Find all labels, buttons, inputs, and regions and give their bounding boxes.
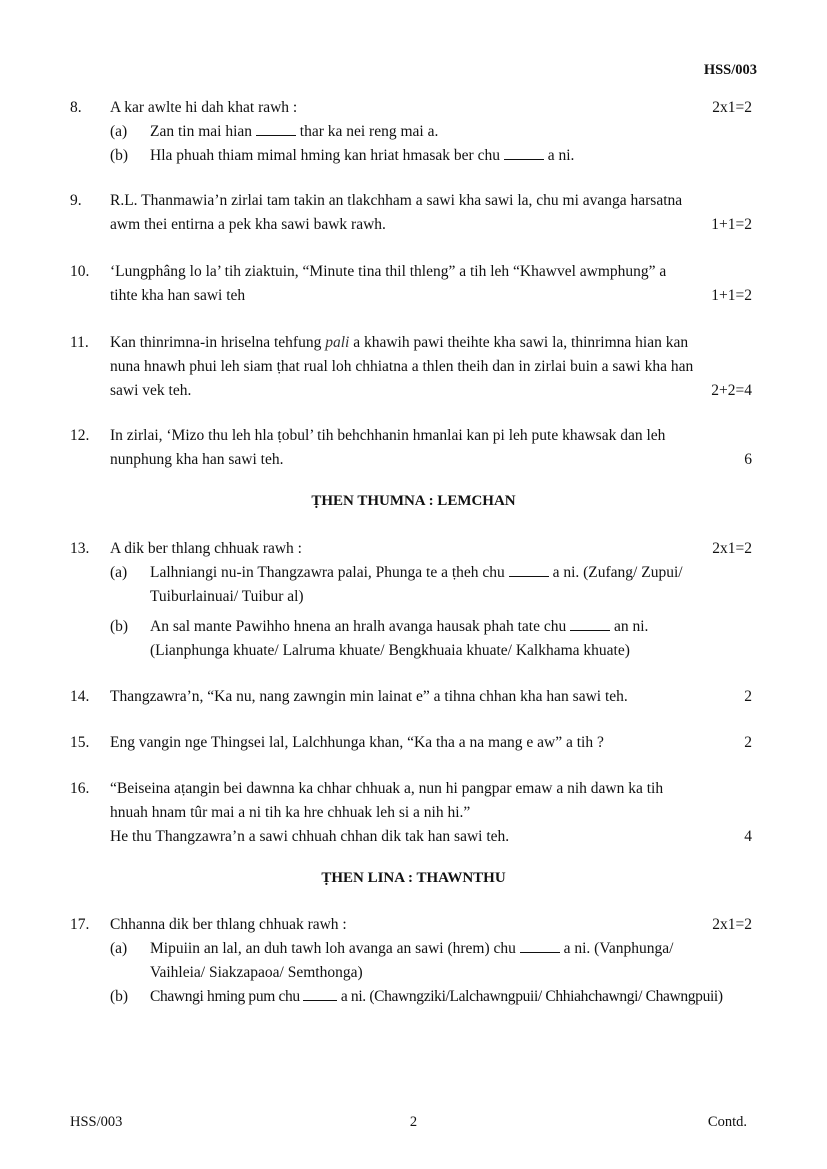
sub-question-text: Mipuiin an lal, an duh tawh loh avanga an sawi (hrem) chu a ni. (Vanphunga/ — [150, 940, 674, 957]
sub-question-text: Tuiburlainuai/ Tuibur al) — [150, 588, 304, 605]
sub-question-text: (Lianphunga khuate/ Lalruma khuate/ Bengkhuaia khuate/ Kalkhama khuate) — [150, 642, 630, 659]
question-text: nuna hnawh phui leh siam ṭhat rual loh chhiatna a thlen theih dan in zirlai buin a sawi kha han — [110, 358, 694, 375]
question-12 — [70, 424, 752, 472]
question-text: Eng vangin nge Thingsei lal, Lalchhunga khan, “Ka tha a na mang e aw” a tih ? — [110, 734, 604, 751]
answer-blank — [303, 986, 337, 1001]
question-10 — [70, 260, 752, 308]
sub-question-text: Chawngi hming pum chu a ni. (Chawngziki/Lalchawngpuii/ Chhiahchawngi/ Chawngpuii) — [150, 988, 723, 1005]
question-number: 13. — [70, 540, 90, 557]
question-number: 10. — [70, 263, 90, 280]
question-text: Chhanna dik ber thlang chhuak rawh : — [110, 916, 347, 933]
question-marks: 2 — [744, 688, 752, 705]
question-14 — [70, 685, 752, 709]
question-marks: 1+1=2 — [711, 287, 752, 304]
question-text: hnuah hnam tûr mai a ni tih ka hre chhuak leh si a nih hi.” — [110, 804, 471, 821]
answer-blank — [520, 938, 560, 953]
question-marks: 2x1=2 — [712, 916, 752, 933]
question-marks: 4 — [744, 828, 752, 845]
question-8 — [70, 96, 752, 168]
question-16 — [70, 777, 752, 849]
footer-contd: Contd. — [707, 1114, 747, 1130]
question-text: tihte kha han sawi teh — [110, 287, 246, 304]
answer-blank — [256, 121, 296, 136]
question-text: sawi vek teh. — [110, 382, 192, 399]
question-text: R.L. Thanmawia’n zirlai tam takin an tlakchham a sawi kha sawi la, chu mi avanga harsatna — [110, 192, 683, 209]
question-marks: 6 — [744, 451, 752, 468]
question-marks: 2x1=2 — [712, 99, 752, 116]
question-11 — [70, 331, 752, 403]
question-text: nunphung kha han sawi teh. — [110, 451, 284, 468]
question-text: He thu Thangzawra’n a sawi chhuah chhan dik tak han sawi teh. — [110, 828, 510, 845]
question-text: A kar awlte hi dah khat rawh : — [110, 99, 298, 116]
sub-question-text: Zan tin mai hian thar ka nei reng mai a. — [150, 123, 439, 140]
question-text: Thangzawra’n, “Ka nu, nang zawngin min lainat e” a tihna chhan kha han sawi teh. — [110, 688, 628, 705]
sub-label: (a) — [110, 940, 128, 957]
question-text: A dik ber thlang chhuak rawh : — [110, 540, 302, 557]
question-text: awm thei entirna a pek kha sawi bawk rawh. — [110, 216, 386, 233]
section-title: ṬHEN LINA : THAWNTHU — [321, 870, 506, 886]
question-marks: 1+1=2 — [711, 216, 752, 233]
header-code: HSS/003 — [703, 62, 757, 78]
sub-label: (a) — [110, 123, 128, 140]
question-17 — [70, 913, 752, 1009]
sub-question-text: Hla phuah thiam mimal hming kan hriat hmasak ber chu a ni. — [150, 147, 575, 164]
sub-label: (b) — [110, 618, 129, 635]
footer-code: HSS/003 — [70, 1114, 123, 1130]
question-number: 12. — [70, 427, 90, 444]
answer-blank — [509, 562, 549, 577]
question-number: 11. — [70, 334, 89, 351]
question-text: ‘Lungphâng lo la’ tih ziaktuin, “Minute tina thil thleng” a tih leh “Khawvel awmphung” a — [110, 263, 667, 280]
section-title: ṬHEN THUMNA : LEMCHAN — [311, 493, 516, 509]
question-number: 9. — [70, 192, 82, 209]
answer-blank — [570, 616, 610, 631]
question-text: In zirlai, ‘Mizo thu leh hla ṭobul’ tih behchhanin hmanlai kan pi leh pute khawsak dan leh — [110, 427, 666, 444]
question-9 — [70, 189, 752, 237]
question-number: 8. — [70, 99, 82, 116]
sub-label: (b) — [110, 147, 129, 164]
sub-label: (b) — [110, 988, 129, 1005]
question-marks: 2x1=2 — [712, 540, 752, 557]
page-number: 2 — [409, 1114, 418, 1130]
sub-label: (a) — [110, 564, 128, 581]
sub-question-text: Lalhniangi nu-in Thangzawra palai, Phunga te a ṭheh chu a ni. (Zufang/ Zupui/ — [150, 564, 683, 581]
sub-question-text: An sal mante Pawihho hnena an hralh avanga hausak phah tate chu an ni. — [150, 618, 649, 635]
question-number: 16. — [70, 780, 90, 797]
question-marks: 2+2=4 — [711, 382, 752, 399]
question-15 — [70, 731, 752, 755]
question-text: Kan thinrimna-in hriselna tehfung pali a khawih pawi theihte kha sawi la, thinrimna hian kan — [110, 334, 689, 351]
answer-blank — [504, 145, 544, 160]
question-marks: 2 — [744, 734, 752, 751]
question-number: 15. — [70, 734, 90, 751]
sub-question-text: Vaihleia/ Siakzapaoa/ Semthonga) — [150, 964, 363, 981]
question-number: 17. — [70, 916, 90, 933]
question-number: 14. — [70, 688, 90, 705]
question-text: “Beiseina aṭangin bei dawnna ka chhar chhuak a, nun hi pangpar emaw a nih dawn ka tih — [110, 780, 664, 797]
question-13 — [70, 537, 752, 663]
